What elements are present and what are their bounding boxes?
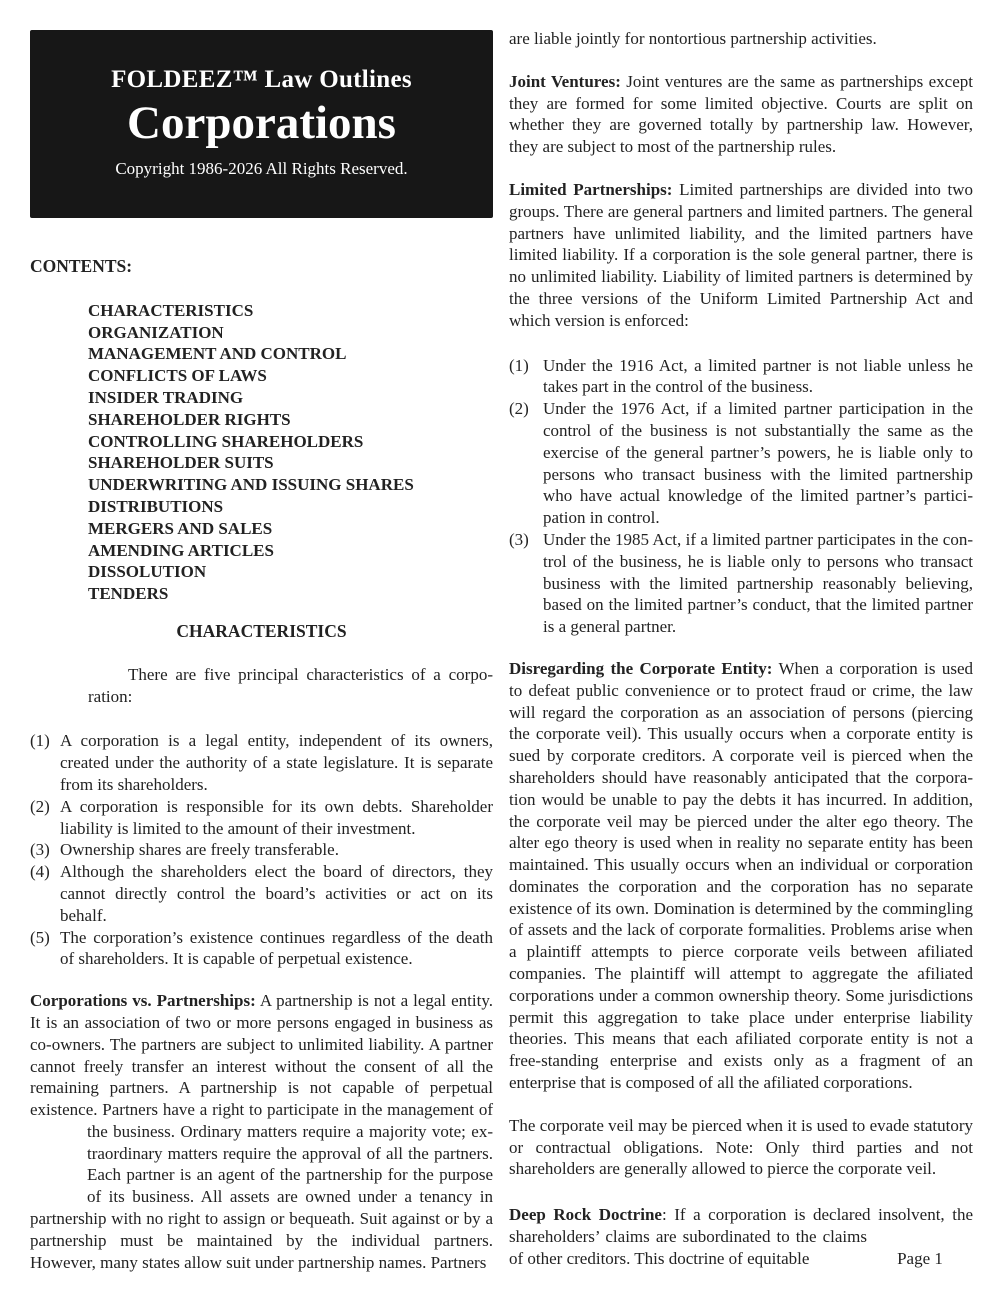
paragraph-text: Joint ventures are the same as partnerships except they are formed for some limited objective. Courts are split on whether they are governed totally by partnership law. However, they are subject to most of the partnership rules. [509,71,974,157]
paragraph-text: the shareholders’ claims are subordinated to the claims of other creditors. This doctrine of equitable [509,1205,973,1268]
paragraph-text: There are five principal characteristics of a corporation: [88,664,493,706]
list-item-text: Although the shareholders elect the board of directors, they cannot directly control the board’s activities or act on its behalf. [60,862,493,925]
limited-partnerships-paragraph [509,179,973,332]
list-item-text: Under the 1976 Act, if a limited partner participation in the control of the business is not substantially the same as the exercise of the general partner’s powers, he is liable only to persons who transact business with the limited partnership who have actual knowledge of the limited partner’s participation in control. [543,399,973,528]
toc-item: TENDERS [88,584,169,604]
toc-item: CONTROLLING SHAREHOLDERS [88,431,364,451]
toc-item: SHAREHOLDER SUITS [88,453,274,473]
paragraph-text: the business. Ordinary matters require a majority vote; extraordinary matters require the approval of all the partners. Each partner is an agent of the partnership for the purpose of its business. All assets are owned under a tenancy in [87,1121,493,1207]
paragraph-text: When a corporation is used to defeat public convenience or to protect fraud or crime, the law will regard the corporation as an association of persons (piercing the corporate veil). This usually occurs when a corporate entity is sued by corporate creditors. A corporate veil is pierced when the shareholders should have reasonably anticipated that the corporation would be unable to pay the debts it has incurred. In addition, the corporate veil may be pierced under the alter ego theory. The alter ego theory is used when in reality no separate entity has been maintained. This usually occurs when an individual or corporation dominates the corporation and the corporation has no separate existence of its own. Domination is determined by the commingling of assets and the lack of corporate formalities. Problems arise when a plaintiff attempts to pierce corporate veils between afiliated companies. The plaintiff will attempt to aggregate the afiliated corporations under a common ownership theory. Some jurisdictions permit this aggregation to take place under enterprise liability theories. This means that each afiliated corporate entity is not a free-standing enterprise and exists only as a fragment of an enterprise that is composed of all the afiliated corporations. [509,658,973,1093]
paragraph-text: are liable jointly for nontortious partnership activities. [509,29,877,48]
list-item [30,796,493,840]
disregarding-corporate-entity-paragraph [509,658,973,1094]
run-in-heading: Disregarding the Corporate Entity: [509,658,773,678]
run-in-heading: Joint Ventures: [509,71,621,91]
characteristics-list [30,730,493,970]
title-box [30,30,493,218]
page-number-box [867,1226,973,1270]
document-title: Corporations [127,97,396,150]
list-marker: (5) [30,927,50,947]
toc-item: UNDERWRITING AND ISSUING SHARES [88,475,414,495]
list-item [509,398,973,529]
list-item [30,730,493,795]
joint-ventures-paragraph [509,71,973,158]
list-item-text: Ownership shares are freely transferable. [60,840,339,860]
list-item [30,927,493,971]
list-marker: (2) [30,796,50,816]
list-item [509,529,973,638]
toc-item: AMENDING ARTICLES [88,540,274,560]
list-marker: (2) [509,399,529,419]
run-in-heading: Limited Partnerships: [509,179,673,199]
toc-item: MANAGEMENT AND CONTROL [88,344,347,364]
contents-heading: CONTENTS: [30,256,133,276]
list-marker: (1) [30,731,50,751]
brand-title: FOLDEEZ™ Law Outlines [111,65,412,93]
list-marker: (1) [509,355,529,375]
toc-item: ORGANIZATION [88,322,224,342]
list-marker: (4) [30,862,50,882]
list-item [509,355,973,399]
fold-indent-spacer [30,1121,87,1208]
list-item-text: A corporation is responsible for its own debts. Shareholder liability is limited to the amount of their investment. [60,796,493,838]
paragraph-text: partnership with no right to assign or bequeath. Suit against or by a partnership must be maintained by the individual partners. However, many states allow suit under partnership names. Partners [30,1209,493,1272]
toc-item: INSIDER TRADING [88,387,244,407]
toc-item: CONFLICTS OF LAWS [88,366,267,386]
contents-list [88,300,493,605]
limited-partnership-acts-list [509,355,973,638]
run-in-heading: Deep Rock Doctrine [509,1205,662,1225]
list-marker: (3) [509,529,529,549]
list-item-text: The corporation’s existence continues regardless of the death of shareholders. It is capable of perpetual existence. [60,927,493,969]
section-heading-characteristics: CHARACTERISTICS [176,620,347,641]
paragraph-text: Limited partnerships are divided into two groups. There are general partners and limited partners. The general partners have unlimited liability, and the limited partners have limited liability. If a corporation is the sole general partner, there is no unlimited liability. Liability of limited partners is determined by the three versions of the Uniform Limited Partnership Act and which version is enforced: [509,179,974,330]
continuation-paragraph [509,28,973,50]
right-column [509,28,973,1270]
toc-item: DISSOLUTION [88,562,207,582]
corporations-vs-partnerships-paragraph [30,990,493,1273]
page-number: Page 1 [897,1249,943,1269]
paragraph-text: The corporate veil may be pierced when it is used to evade statutory or contractual obligations. Note: Only third parties and not shareholders are generally allowed to pierce the corporate veil. [509,1115,973,1179]
list-item [30,839,493,861]
list-item-text: A corporation is a legal entity, independent of its owners, created under the authority of a state legislature. It is separate from its shareholders. [60,731,493,794]
toc-item: SHAREHOLDER RIGHTS [88,409,291,429]
run-in-heading: Corporations vs. Partnerships: [30,991,256,1011]
paragraph-text: : If a corporation is declared insolvent, [661,1205,945,1225]
toc-item: DISTRIBUTIONS [88,496,224,516]
characteristics-intro-paragraph [30,664,493,708]
paragraph-text: A partnership is not a legal entity. It is an association of two or more persons engaged in business as co-owners. The partners are subject to unlimited liability. A partner cannot freely transfer an interest without the consent of all the remaining partners. A partnership is not capable of perpetual existence. Partners have a right to participate in the management of [30,991,493,1120]
list-item-text: Under the 1916 Act, a limited partner is not liable unless he takes part in the control of the business. [543,355,973,397]
toc-item: CHARACTERISTICS [88,300,254,320]
list-item [30,861,493,926]
copyright-line: Copyright 1986-2026 All Rights Reserved. [115,158,408,178]
list-item-text: Under the 1985 Act, if a limited partner participates in the control of the business, he is liable only to persons who transact business with the limited partnership reasonably believing, based on the limited partner’s conduct, that the limited partner is a general partner. [543,529,973,637]
toc-item: MERGERS AND SALES [88,518,273,538]
left-column [30,30,493,1273]
corporate-veil-paragraph [509,1115,973,1180]
deep-rock-paragraph [509,1204,973,1269]
list-marker: (3) [30,840,50,860]
